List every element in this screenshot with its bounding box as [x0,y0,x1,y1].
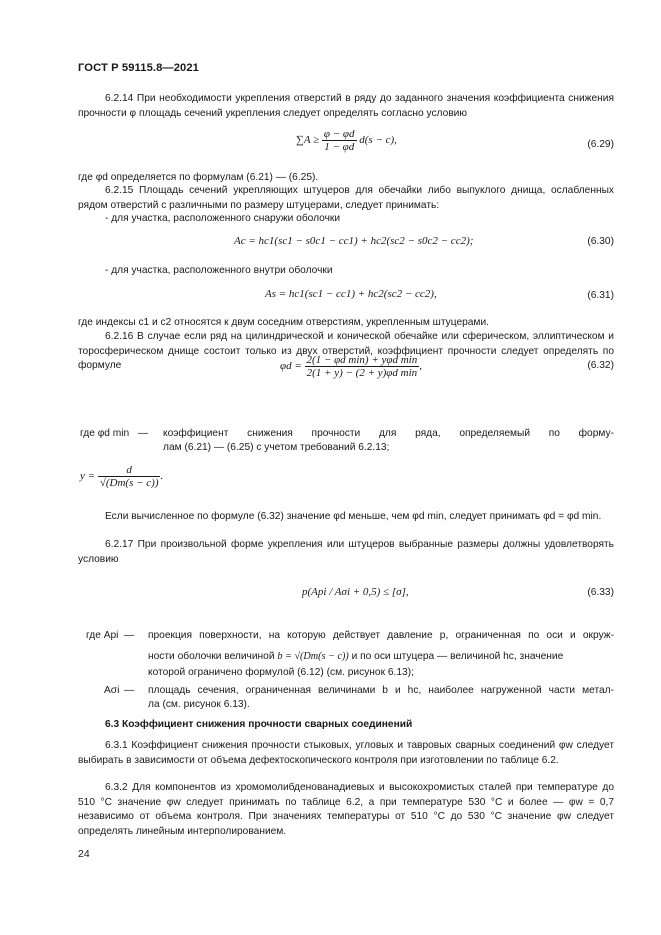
where-api-line2-c: и по оси штуцера — величиной hc, значение [351,651,564,662]
paragraph-6-3-1: 6.3.1 Коэффициент снижения прочности стыковых, угловых и тавровых сварных соединений φw следует выбирать в зависимости от объема дефектоскопического контроля при изготовлении по таблице 6.2. [78,740,614,766]
where-api-line3: которой ограничено формулой (6.12) (см. рисунок 6.13); [148,667,414,678]
section-heading-6-3: 6.3 Коэффициент снижения прочности сварных соединений [105,719,413,730]
formula-y-tail: . [160,470,164,483]
eq-6-32-numerator: 2(1 − φd min) + yφd min [306,354,418,366]
where-api-line2 [148,650,563,665]
where-api-line2-a: ности оболочки величиной [148,651,275,662]
where-6-29: где φd определяется по формулам (6.21) — (6.25). [78,172,319,183]
eq-6-32-lhs: φd = [280,360,302,373]
paragraph-6-2-17: 6.2.17 При произвольной форме укрепления или штуцеров выбранные размеры должны удовлетворять условию [78,539,614,565]
formula-y-denominator: √(Dm(s − c)) [99,477,159,489]
where-6-32-symbol: где φd min [80,428,130,439]
equation-6-32 [280,354,422,379]
equation-number-6-30: (6.30) [587,236,614,247]
equation-number-6-29: (6.29) [587,139,614,150]
eq-6-32-tail: , [419,360,422,373]
equation-6-29 [296,128,397,153]
where-6-32-line1: коэффициент снижения прочности для ряда, определяемый по форму- [163,428,614,439]
where-aoi-line1: площадь сечения, ограниченная величинами b и hc, наиболее нагруженной части метал- [148,685,614,696]
paragraph-6-2-15: 6.2.15 Площадь сечений укрепляющих штуцеров для обечайки либо выпуклого днища, ослабленных рядом отверстий с различными по размеру штуцерами, следует принимать: [78,185,614,211]
document-header: ГОСТ Р 59115.8—2021 [78,62,200,74]
paragraph-6-3-2: 6.3.2 Для компонентов из хромомолибденованадиевых и высокохромистых сталей при температуре до 510 °С значение φw следует принимать по таблице 6.2, а при температуре 530 °С и более — φw = 0,7 независимо от объема контроля. При значениях температуры от 510 °С до 530 °С значение φw следует определять линейным интерполированием. [78,782,614,837]
eq-6-29-numerator: φ − φd [323,128,355,140]
where-6-32-dash: — [138,428,149,439]
where-api-symbol: где Api [86,630,119,641]
where-aoi-dash: — [124,685,135,696]
paragraph-if-less: Если вычисленное по формуле (6.32) значение φd меньше, чем φd min, следует принимать φd = φd min. [105,511,602,522]
equation-number-6-32: (6.32) [587,360,614,371]
eq-6-29-rhs: d(s − c), [359,134,397,147]
formula-y [80,464,163,489]
where-6-32-line2: лам (6.21) — (6.25) с учетом требований 6.2.13; [163,442,390,453]
where-api-line2-b: b = √(Dm(s − c)) [277,651,349,662]
where-api-dash: — [124,630,135,641]
equation-number-6-31: (6.31) [587,290,614,301]
equation-number-6-33: (6.33) [587,587,614,598]
where-aoi-line2: ла (см. рисунок 6.13). [148,699,250,710]
eq-6-29-denominator: 1 − φd [324,141,355,153]
where-aoi-symbol: Aσi [104,685,120,696]
equation-6-31: As = hc1(sc1 − cc1) + hc2(sc2 − cc2), [265,288,437,300]
eq-6-29-lhs: ∑A ≥ [296,134,320,147]
outside-label: - для участка, расположенного снаружи оболочки [105,213,341,224]
paragraph-6-2-16: 6.2.16 В случае если ряд на цилиндрической и конической обечайке или сферическом, эллиптическом и торосферическом днище состоит только из двух отверстий, коэффициент прочности следует определять по формуле [78,331,614,372]
formula-y-numerator: d [98,464,161,477]
paragraph-6-2-14: 6.2.14 При необходимости укрепления отверстий в ряду до заданного значения коэффициента снижения прочности φ площадь сечений укрепления следует определять согласно условию [78,93,614,119]
eq-6-32-denominator: 2(1 + y) − (2 + y)φd min [306,367,418,379]
page-number: 24 [78,848,90,860]
where-api-line1: проекция поверхности, на которую действует давление p, ограниченная по оси и окруж- [148,630,614,641]
equation-6-30: Ac = hc1(sc1 − s0c1 − cc1) + hc2(sc2 − s0c2 − cc2); [234,235,474,247]
equation-6-33: p(Api / Aσi + 0,5) ≤ [σ], [302,586,409,598]
formula-y-lhs: y = [80,470,96,483]
inside-label: - для участка, расположенного внутри оболочки [105,265,333,276]
where-6-31: где индексы c1 и c2 относятся к двум соседним отверстиям, укрепленным штуцерами. [78,317,489,328]
